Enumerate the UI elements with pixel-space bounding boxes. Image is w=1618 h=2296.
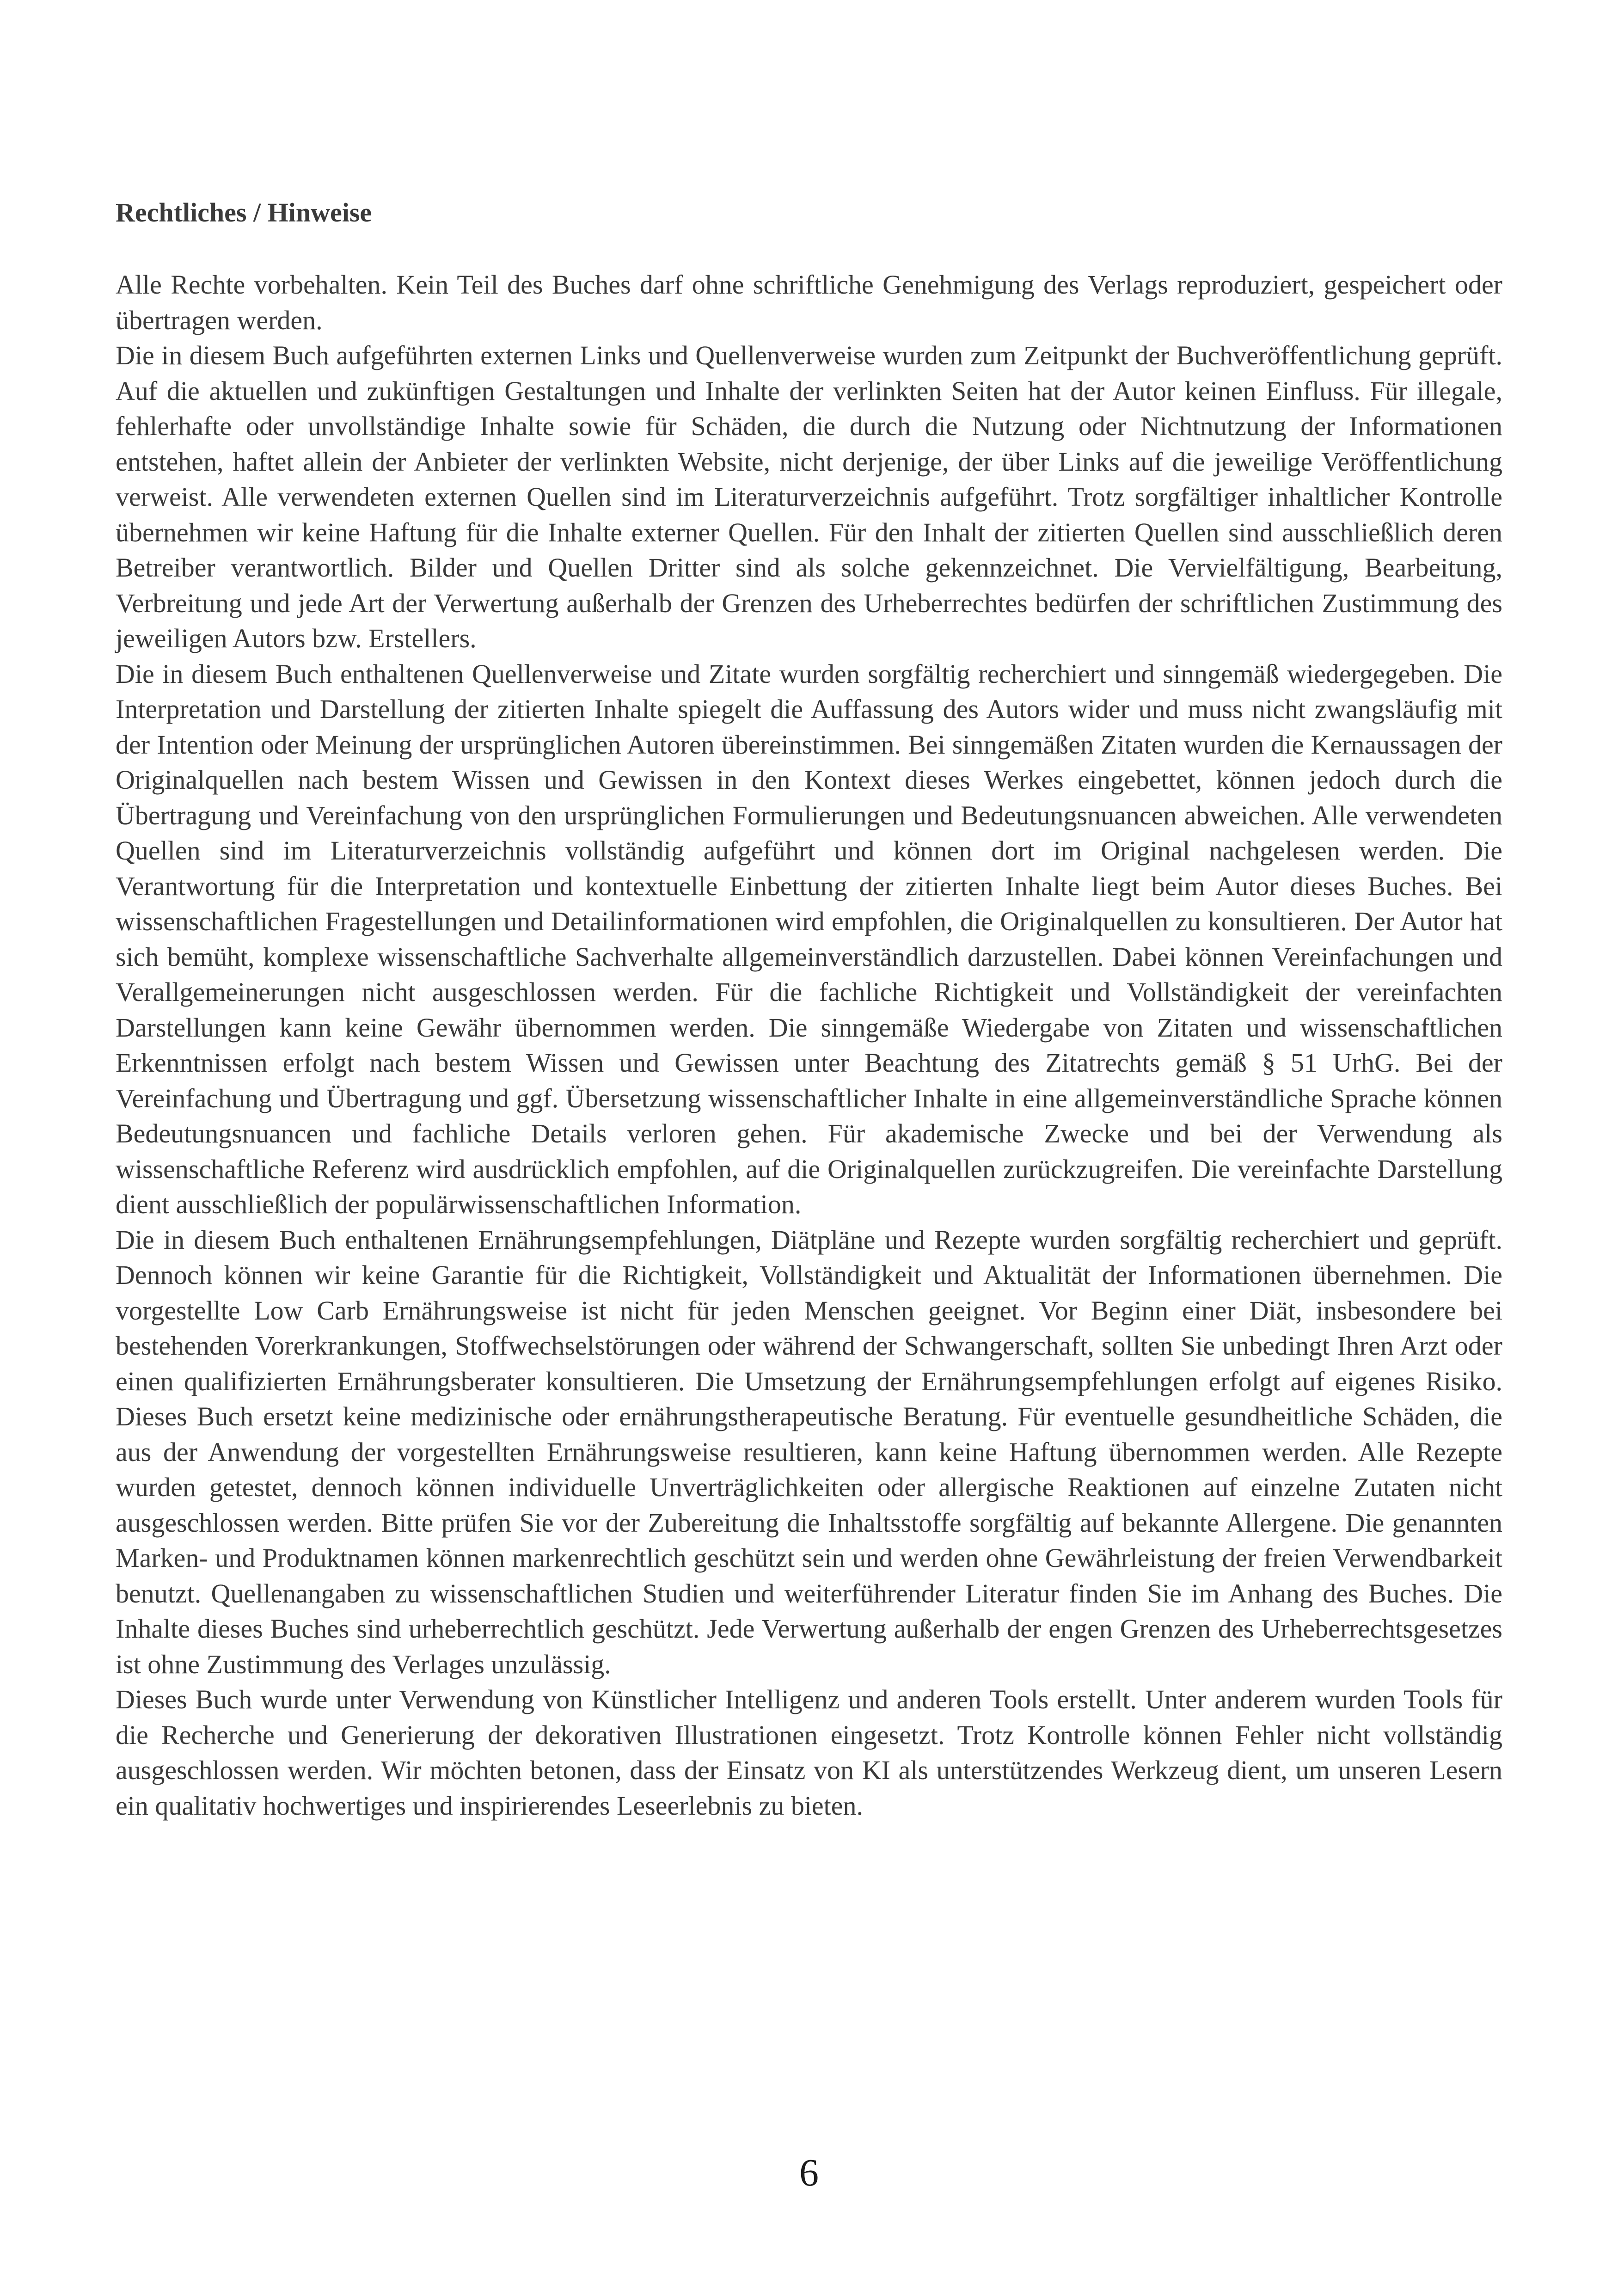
page-number: 6 [799,2151,819,2194]
paragraph-nutrition-disclaimer: Die in diesem Buch enthaltenen Ernährungsempfehlungen, Diätpläne und Rezepte wurden sorgfältig recherchiert und geprüft. Dennoch können wir keine Garantie für die Richtigkeit, Vollständigkeit und Aktualität der Informationen übernehmen. Die vorgestellte Low Carb Ernährungsweise ist nicht für jeden Menschen geeignet. Vor Beginn einer Diät, insbesondere bei bestehenden Vorerkrankungen, Stoffwechselstörungen oder während der Schwangerschaft, sollten Sie unbedingt Ihren Arzt oder einen qualifizierten Ernährungsberater konsultieren. Die Umsetzung der Ernährungsempfehlungen erfolgt auf eigenes Risiko. Dieses Buch ersetzt keine medizinische oder ernährungstherapeutische Beratung. Für eventuelle gesundheitliche Schäden, die aus der Anwendung der vorgestellten Ernährungsweise resultieren, kann keine Haftung übernommen werden. Alle Rezepte wurden getestet, dennoch können individuelle Unverträglichkeiten oder allergische Reaktionen auf einzelne Zutaten nicht ausgeschlossen werden. Bitte prüfen Sie vor der Zubereitung die Inhaltsstoffe sorgfältig auf bekannte Allergene. Die genannten Marken- und Produktnamen können markenrechtlich geschützt sein und werden ohne Gewährleistung der freien Verwendbarkeit benutzt. Quellenangaben zu wissenschaftlichen Studien und weiterführender Literatur finden Sie im Anhang des Buches. Die Inhalte dieses Buches sind urheberrechtlich geschützt. Jede Verwertung außerhalb der engen Grenzen des Urheberrechtsgesetzes ist ohne Zustimmung des Verlages unzulässig. [116,1224,1502,1679]
paragraph-external-links: Die in diesem Buch aufgeführten externen Links und Quellenverweise wurden zum Zeitpunkt der Buchveröffentlichung geprüft. Auf die aktuellen und zukünftigen Gestaltungen und Inhalte der verlinkten Seiten hat der Autor keinen Einfluss. Für illegale, fehlerhafte oder unvollständige Inhalte sowie für Schäden, die durch die Nutzung oder Nichtnutzung der Informationen entstehen, haftet allein der Anbieter der verlinkten Website, nicht derjenige, der über Links auf die jeweilige Veröffentlichung verweist. Alle verwendeten externen Quellen sind im Literaturverzeichnis aufgeführt. Trotz sorgfältiger inhaltlicher Kontrolle übernehmen wir keine Haftung für die Inhalte externer Quellen. Für den Inhalt der zitierten Quellen sind ausschließlich deren Betreiber verantwortlich. Bilder und Quellen Dritter sind als solche gekennzeichnet. Die Vervielfältigung, Bearbeitung, Verbreitung und jede Art der Verwertung außerhalb der Grenzen des Urheberrechtes bedürfen der schriftlichen Zustimmung des jeweiligen Autors bzw. Erstellers. [116,340,1502,653]
page-content [116,194,1502,1823]
paragraph-copyright: Alle Rechte vorbehalten. Kein Teil des Buches darf ohne schriftliche Genehmigung des Verlags reproduziert, gespeichert oder übertragen werden. [116,270,1502,335]
paragraph-citations: Die in diesem Buch enthaltenen Quellenverweise und Zitate wurden sorgfältig recherchiert und sinngemäß wiedergegeben. Die Interpretation und Darstellung der zitierten Inhalte spiegelt die Auffassung des Autors wider und muss nicht zwangsläufig mit der Intention oder Meinung der ursprünglichen Autoren übereinstimmen. Bei sinngemäßen Zitaten wurden die Kernaussagen der Originalquellen nach bestem Wissen und Gewissen in den Kontext dieses Werkes eingebettet, können jedoch durch die Übertragung und Vereinfachung von den ursprünglichen Formulierungen und Bedeutungsnuancen abweichen. Alle verwendeten Quellen sind im Literaturverzeichnis vollständig aufgeführt und können dort im Original nachgelesen werden. Die Verantwortung für die Interpretation und kontextuelle Einbettung der zitierten Inhalte liegt beim Autor dieses Buches. Bei wissenschaftlichen Fragestellungen und Detailinformationen wird empfohlen, die Originalquellen zu konsultieren. Der Autor hat sich bemüht, komplexe wissenschaftliche Sachverhalte allgemeinverständlich darzustellen. Dabei können Vereinfachungen und Verallgemeinerungen nicht ausgeschlossen werden. Für die fachliche Richtigkeit und Vollständigkeit der vereinfachten Darstellungen kann keine Gewähr übernommen werden. Die sinngemäße Wiedergabe von Zitaten und wissenschaftlichen Erkenntnissen erfolgt nach bestem Wissen und Gewissen unter Beachtung des Zitatrechts gemäß § 51 UrhG. Bei der Vereinfachung und Übertragung und ggf. Übersetzung wissenschaftlicher Inhalte in eine allgemeinverständliche Sprache können Bedeutungsnuancen und fachliche Details verloren gehen. Für akademische Zwecke und bei der Verwendung als wissenschaftliche Referenz wird ausdrücklich empfohlen, auf die Originalquellen zurückzugreifen. Die vereinfachte Darstellung dient ausschließlich der populärwissenschaftlichen Information. [116,658,1502,1219]
page-heading: Rechtliches / Hinweise [116,197,372,227]
paragraph-ai-notice: Dieses Buch wurde unter Verwendung von Künstlicher Intelligenz und anderen Tools erstellt. Unter anderem wurden Tools für die Recherche und Generierung der dekorativen Illustrationen eingesetzt. Trotz Kontrolle können Fehler nicht vollständig ausgeschlossen werden. Wir möchten betonen, dass der Einsatz von KI als unterstützendes Werkzeug dient, um unseren Lesern ein qualitativ hochwertiges und inspirierendes Leseerlebnis zu bieten. [116,1684,1502,1821]
